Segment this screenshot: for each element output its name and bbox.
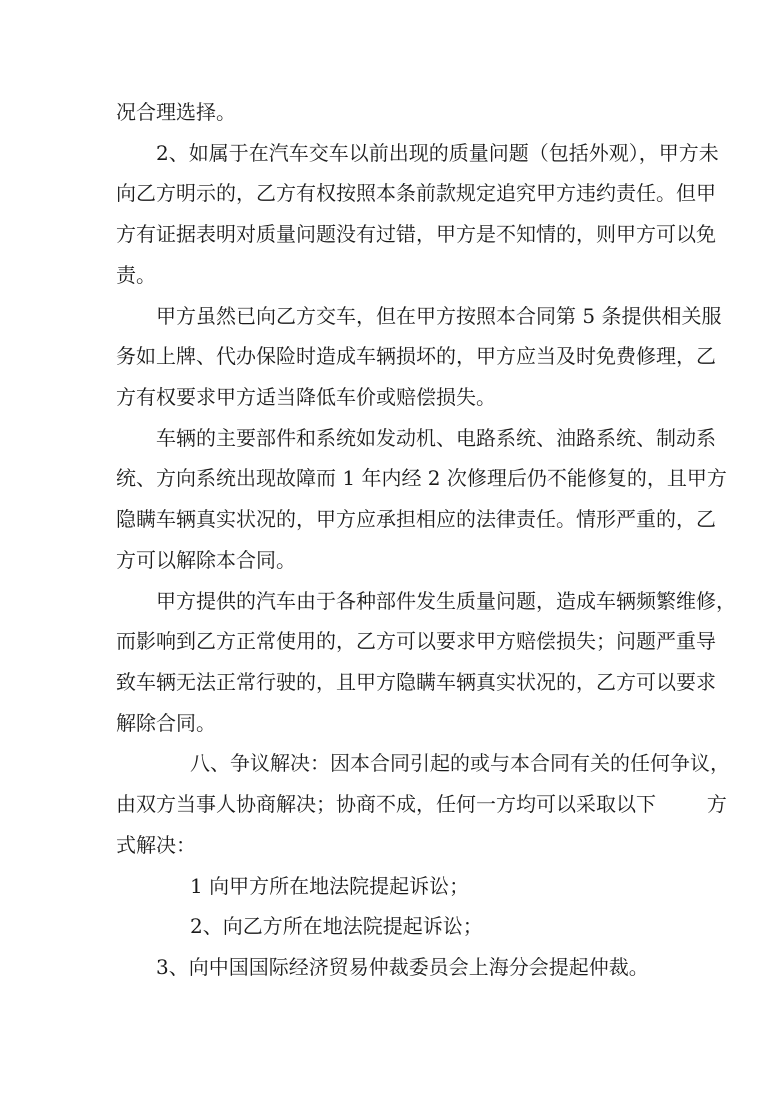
text-line: 解除合同。 — [116, 711, 216, 735]
text-line: 而影响到乙方正常使用的，乙方可以要求甲方赔偿损失；问题严重导 — [116, 629, 716, 653]
text-line: 式解决： — [116, 833, 196, 857]
text-line: 3、向中国国际经济贸易仲裁委员会上海分会提起仲裁。 — [156, 955, 649, 979]
text-line: 向乙方明示的，乙方有权按照本条前款规定追究甲方违约责任。但甲 — [116, 181, 716, 205]
text-line: 务如上牌、代办保险时造成车辆损坏的，甲方应当及时免费修理，乙 — [116, 344, 716, 368]
text-line: 2、如属于在汽车交车以前出现的质量问题（包括外观），甲方未 — [156, 141, 719, 165]
text-line: 责。 — [116, 263, 156, 287]
text-line: 由双方当事人协商解决；协商不成，任何一方均可以采取以下 方 — [116, 792, 727, 816]
text-line: 况合理选择。 — [116, 100, 236, 124]
text-line: 八、争议解决：因本合同引起的或与本合同有关的任何争议， — [190, 751, 730, 775]
text-line: 方有证据表明对质量问题没有过错，甲方是不知情的，则甲方可以免 — [116, 222, 716, 246]
text-line: 2、向乙方所在地法院提起诉讼； — [190, 914, 483, 938]
text-line: 隐瞒车辆真实状况的，甲方应承担相应的法律责任。情形严重的，乙 — [116, 507, 716, 531]
text-line: 1 向甲方所在地法院提起诉讼； — [190, 874, 470, 898]
text-line: 方有权要求甲方适当降低车价或赔偿损失。 — [116, 385, 496, 409]
text-line: 致车辆无法正常行驶的，且甲方隐瞒车辆真实状况的，乙方可以要求 — [116, 670, 716, 694]
text-line: 甲方提供的汽车由于各种部件发生质量问题，造成车辆频繁维修， — [156, 589, 736, 613]
text-line: 方可以解除本合同。 — [116, 548, 296, 572]
text-line: 车辆的主要部件和系统如发动机、电路系统、油路系统、制动系 — [156, 426, 716, 450]
text-line: 统、方向系统出现故障而 1 年内经 2 次修理后仍不能修复的，且甲方 — [116, 466, 727, 490]
text-line: 甲方虽然已向乙方交车，但在甲方按照本合同第 5 条提供相关服 — [156, 304, 722, 328]
